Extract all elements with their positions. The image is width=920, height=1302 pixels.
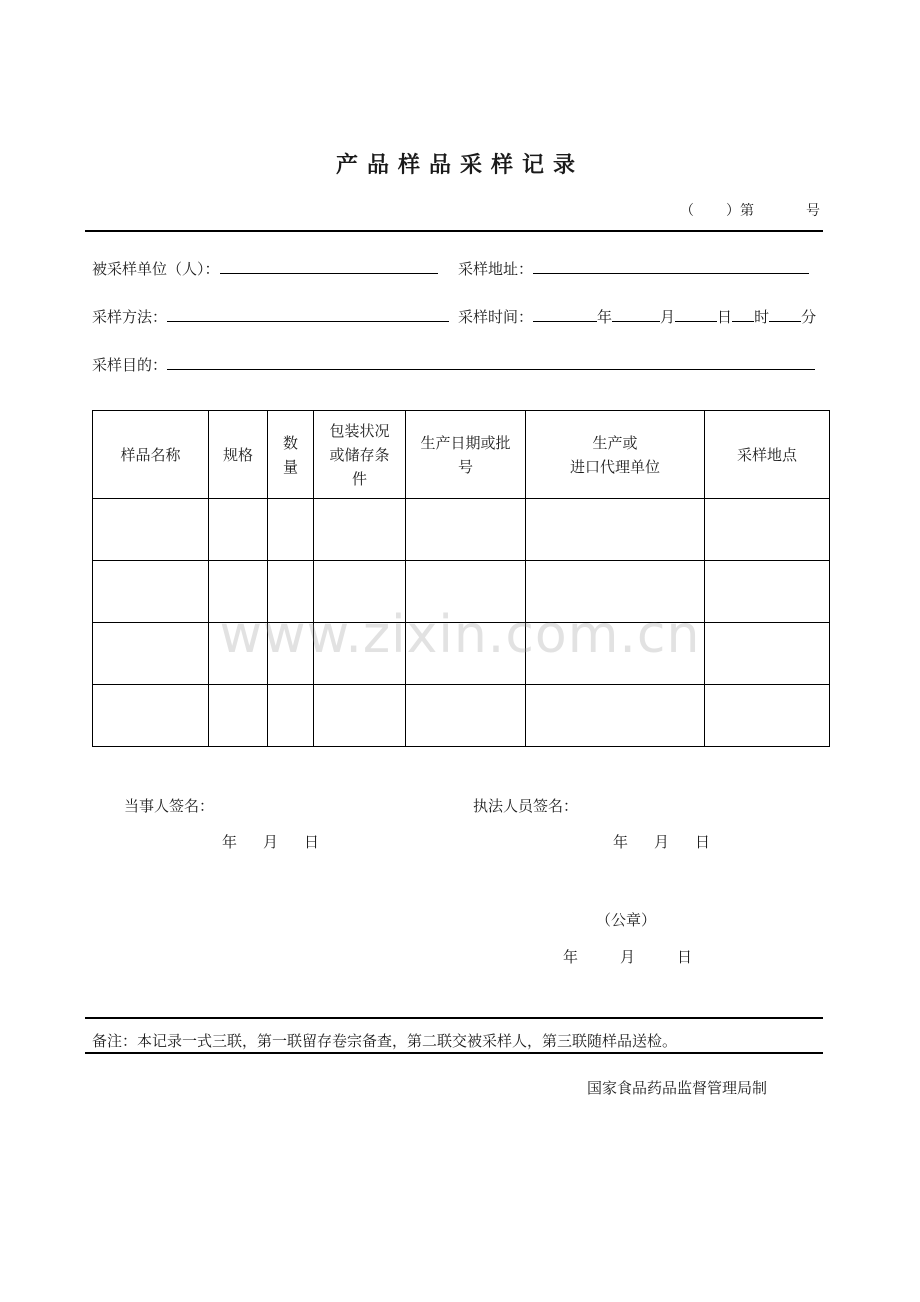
seal-month: 月 xyxy=(620,948,636,966)
month-blank[interactable] xyxy=(612,306,660,322)
header-sample-name: 样品名称 xyxy=(93,411,209,499)
header-production-date: 生产日期或批 号 xyxy=(406,411,526,499)
seal-day: 日 xyxy=(677,948,693,966)
party-signature-label: 当事人签名： xyxy=(124,797,215,815)
minute-blank[interactable] xyxy=(769,306,801,322)
unit-field xyxy=(92,258,438,279)
time-hour: 时 xyxy=(754,308,770,326)
table-cell[interactable] xyxy=(209,685,268,747)
table-cell[interactable] xyxy=(705,499,830,561)
purpose-field xyxy=(92,354,815,375)
table-cell[interactable] xyxy=(209,499,268,561)
seal-year: 年 xyxy=(563,948,579,966)
table-row xyxy=(93,499,830,561)
hour-blank[interactable] xyxy=(732,306,754,322)
sample-table xyxy=(92,410,830,747)
table-cell[interactable] xyxy=(93,685,209,747)
time-month: 月 xyxy=(660,308,676,326)
table-cell[interactable] xyxy=(268,685,314,747)
unit-blank[interactable] xyxy=(220,258,438,274)
table-cell[interactable] xyxy=(406,499,526,561)
table-cell[interactable] xyxy=(314,685,406,747)
address-field xyxy=(458,258,809,279)
header-rule xyxy=(85,230,823,232)
note-top-rule xyxy=(85,1017,823,1019)
unit-label: 被采样单位（人）： xyxy=(92,260,220,278)
party-day: 日 xyxy=(304,833,320,851)
party-year: 年 xyxy=(222,833,238,851)
table-cell[interactable] xyxy=(526,499,705,561)
table-cell[interactable] xyxy=(705,685,830,747)
header-packaging: 包装状况 或储存条 件 xyxy=(314,411,406,499)
time-day: 日 xyxy=(717,308,733,326)
purpose-label: 采样目的： xyxy=(92,356,168,374)
table-header-row xyxy=(93,411,830,499)
officer-month: 月 xyxy=(654,833,670,851)
time-field xyxy=(458,306,816,327)
official-seal-label: （公章） xyxy=(596,911,657,929)
serial-paren-open: （ xyxy=(680,203,694,219)
table-cell[interactable] xyxy=(93,499,209,561)
address-blank[interactable] xyxy=(533,258,809,274)
method-label: 采样方法： xyxy=(92,308,168,326)
party-month: 月 xyxy=(263,833,279,851)
serial-suffix: 号 xyxy=(806,203,820,219)
officer-day: 日 xyxy=(695,833,711,851)
method-blank[interactable] xyxy=(167,306,449,322)
note-bottom-rule xyxy=(85,1052,823,1054)
address-label: 采样地址： xyxy=(458,260,534,278)
issuer: 国家食品药品监督管理局制 xyxy=(587,1079,768,1097)
purpose-blank[interactable] xyxy=(167,354,815,370)
time-minute: 分 xyxy=(801,308,817,326)
table-cell[interactable] xyxy=(268,499,314,561)
officer-year: 年 xyxy=(613,833,629,851)
day-blank[interactable] xyxy=(675,306,717,322)
table-cell[interactable] xyxy=(406,685,526,747)
method-field xyxy=(92,306,449,327)
table-cell[interactable] xyxy=(526,685,705,747)
watermark: www.zixin.com.cn xyxy=(219,605,701,665)
serial-number xyxy=(680,200,820,220)
remarks-note: 备注：本记录一式三联，第一联留存卷宗备查，第二联交被采样人，第三联随样品送检。 xyxy=(92,1032,678,1050)
page-title: 产品样品采样记录 xyxy=(335,153,584,178)
serial-paren-close: ）第 xyxy=(726,203,754,219)
header-quantity: 数 量 xyxy=(268,411,314,499)
officer-signature-label: 执法人员签名： xyxy=(473,797,579,815)
table-row xyxy=(93,685,830,747)
header-producer: 生产或 进口代理单位 xyxy=(526,411,705,499)
time-label: 采样时间： xyxy=(458,308,534,326)
header-location: 采样地点 xyxy=(705,411,830,499)
time-year: 年 xyxy=(597,308,613,326)
year-blank[interactable] xyxy=(533,306,597,322)
table-cell[interactable] xyxy=(314,499,406,561)
header-spec: 规格 xyxy=(209,411,268,499)
